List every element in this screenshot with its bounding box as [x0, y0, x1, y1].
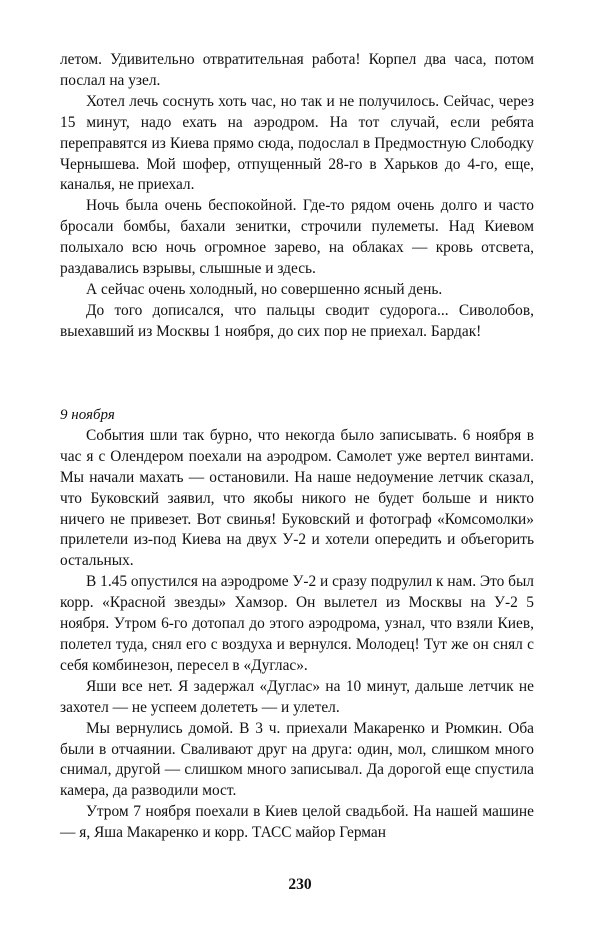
paragraph: До того дописался, что пальцы сводит судорога... Сиволобов, выехавший из Москвы 1 ноября, до сих пор не приехал. Бардак! [60, 301, 534, 340]
text-block-bottom [60, 405, 534, 844]
paragraph: Утром 7 ноября поехали в Киев целой свадьбой. На нашей машине — я, Яша Макаренко и корр. ТАСС майор Герман [60, 803, 534, 842]
paragraph: В 1.45 опустился на аэродроме У-2 и сразу подрулил к нам. Это был корр. «Красной звезды» Хамзор. Он вылетел из Москвы на У-2 5 ноября. Утром 6-го дотопал до этого аэродрома, узнал, что взяли Киев, полетел туда, снял его с воздуха и вернулся. Молодец! Тут же он снял с себя комбинезон, пересел в «Дуглас». [60, 573, 534, 674]
paragraph: События шли так бурно, что некогда было записывать. 6 ноября в час я с Олендером поехали на аэродром. Самолет уже вертел винтами. Мы начали махать — остановили. На наше недоумение летчик сказал, что Буковский заявил, что якобы никого не будет больше и никто ничего не привезет. Вот свинья! Буковский и фотограф «Комсомолки» прилетели из-под Киева на двух У-2 и хотели опередить и объегорить остальных. [60, 426, 534, 570]
date-heading: 9 ноября [60, 407, 115, 423]
paragraph: А сейчас очень холодный, но совершенно ясный день. [86, 280, 443, 298]
text-block-top [60, 50, 534, 343]
paragraph: Ночь была очень беспокойной. Где-то рядом очень долго и часто бросали бомбы, бахали зенитки, строчили пулеметы. Над Киевом полыхало всю ночь огромное зарево, на облаках — кровь отсвета, раздавались взрывы, слышные и здесь. [60, 197, 534, 278]
page-number: 230 [288, 876, 312, 893]
paragraph: Хотел лечь соснуть хоть час, но так и не получилось. Сейчас, через 15 минут, надо ехать на аэродром. На тот случай, если ребята переправятся из Киева прямо сюда, подослал в Предмостную Слободку Чернышева. Мой шофер, отпущенный 28-го в Харьков до 4-го, еще, каналья, не приехал. [60, 92, 534, 194]
paragraph: Мы вернулись домой. В 3 ч. приехали Макаренко и Рюмкин. Оба были в отчаянии. Сваливают друг на друга: один, мол, слишком много снимал, другой — слишком много записывал. Да дорогой еще спустила камера, да разводили мост. [60, 719, 534, 800]
paragraph: Яши все нет. Я задержал «Дуглас» на 10 минут, дальше летчик не захотел — не успеем долететь — и улетел. [60, 677, 534, 716]
paragraph: летом. Удивительно отвратительная работа! Корпел два часа, потом послал на узел. [60, 51, 534, 89]
